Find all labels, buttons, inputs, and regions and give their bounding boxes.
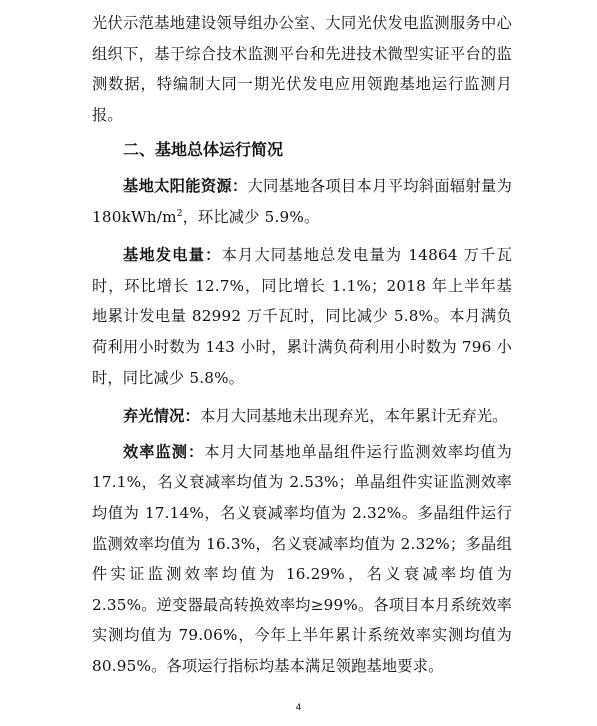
solar-resource-text: 大同基地各项目本月平均斜面辐射量为 180kWh/m (92, 176, 512, 226)
spacer (92, 393, 512, 401)
solar-resource-paragraph (92, 171, 512, 232)
generation-paragraph (92, 240, 512, 393)
solar-resource-label: 基地太阳能资源： (123, 176, 248, 195)
efficiency-paragraph (92, 437, 512, 682)
efficiency-label: 效率监测： (123, 442, 205, 461)
curtailment-paragraph (92, 401, 512, 432)
intro-paragraph (92, 8, 512, 130)
page-content (92, 8, 512, 681)
intro-text: 光伏示范基地建设领导组办公室、大同光伏发电监测服务中心组织下，基于综合技术监测平台和先进技术微型实证平台的监测数据，特编制大同一期光伏发电应用领跑基地运行监测月报。 (92, 14, 512, 124)
curtailment-label: 弃光情况： (123, 407, 200, 426)
spacer (92, 232, 512, 240)
generation-label: 基地发电量： (123, 246, 222, 265)
page-number: 4 (295, 703, 302, 713)
curtailment-text: 本月大同基地未出现弃光，本年累计无弃光。 (199, 407, 508, 426)
solar-resource-text-end: ，环比减少 5.9%。 (182, 207, 320, 226)
section-heading: 二、基地总体运行简况 (123, 140, 284, 160)
efficiency-text: 本月大同基地单晶组件运行监测效率均值为 17.1%，名义衰减率均值为 2.53%；单晶组件实证监测效率均值为 17.14%，名义衰减率均值为 2.32%。多晶组件运行监测效率均值为 16.3%，名义衰减率均值为 2.32%；多晶组件实证监测效率均值为 16.29%，名义衰减率均值为 2.35%。逆变器最高转换效率均≥99%。各项目本月系统效率实测均值为 79.06%，今年上半年累计系统效率实测均值为 80.95%。各项运行指标均基本满足领跑基地要求。 (92, 442, 512, 675)
unit-superscript: 2 (176, 208, 183, 219)
generation-text: 本月大同基地总发电量为 14864 万千瓦时，环比增长 12.7%，同比增长 1.1%；2018 年上半年基地累计发电量 82992 万千瓦时，同比减少 5.8%。本月满负荷利用小时数为 143 小时，累计满负荷利用小时数为 796 小时，同比减少 5.8%。 (92, 246, 512, 387)
